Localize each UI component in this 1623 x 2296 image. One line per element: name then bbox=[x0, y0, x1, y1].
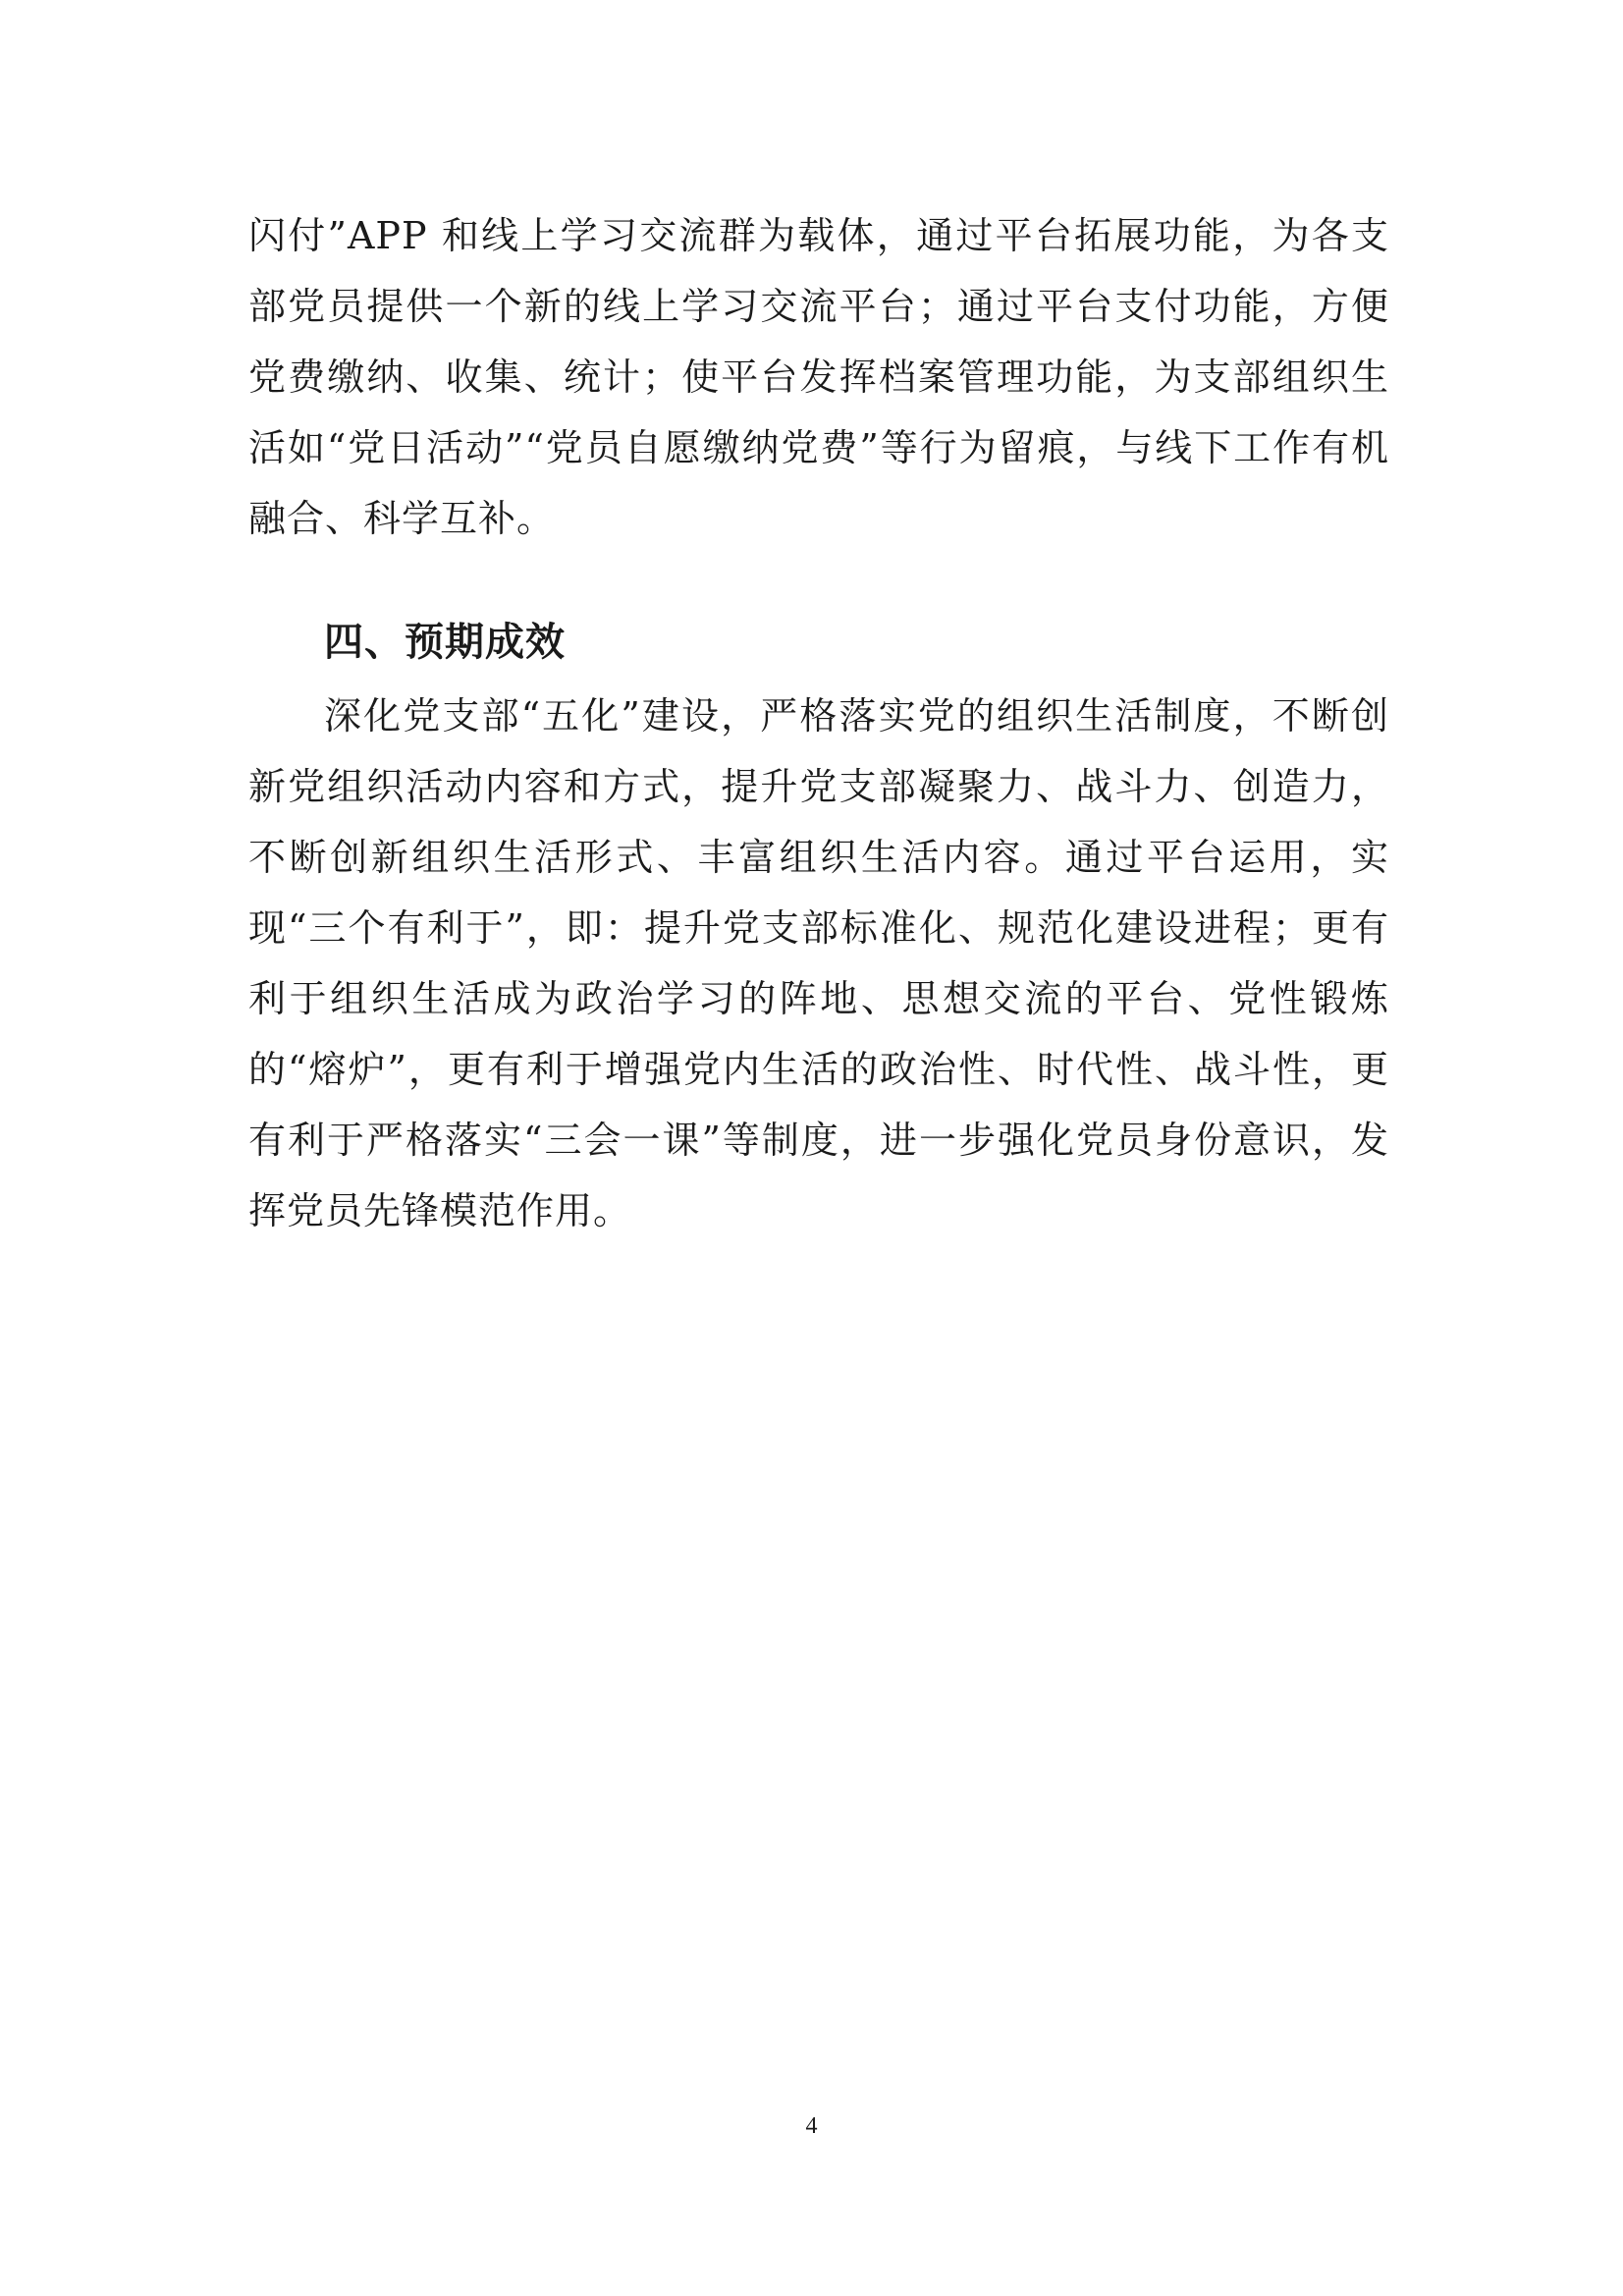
section-heading-expected-results: 四、预期成效 bbox=[324, 620, 566, 665]
paragraph-platform-functions: 闪付”APP 和线上学习交流群为载体，通过平台拓展功能，为各支部党员提供一个新的线上学习交流平台；通过平台支付功能，方便党费缴纳、收集、统计；使平台发挥档案管理功能，为支部组织生活如“党日活动”“党员自愿缴纳党费”等行为留痕，与线下工作有机融合、科学互补。 bbox=[248, 214, 1389, 540]
page-number: 4 bbox=[805, 2113, 818, 2139]
paragraph-expected-results: 深化党支部“五化”建设，严格落实党的组织生活制度，不断创新党组织活动内容和方式，提升党支部凝聚力、战斗力、创造力，不断创新组织生活形式、丰富组织生活内容。通过平台运用，实现“三个有利于”，即：提升党支部标准化、规范化建设进程；更有利于组织生活成为政治学习的阵地、思想交流的平台、党性锻炼的“熔炉”，更有利于增强党内生活的政治性、时代性、战斗性，更有利于严格落实“三会一课”等制度，进一步强化党员身份意识，发挥党员先锋模范作用。 bbox=[248, 694, 1389, 1232]
